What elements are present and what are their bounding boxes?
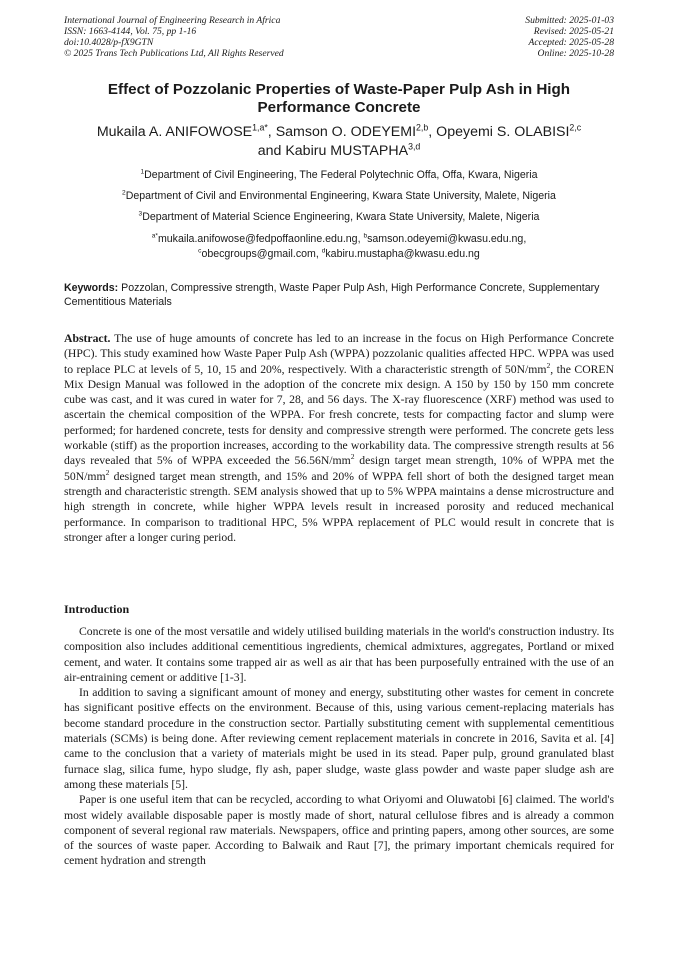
body-paragraph: In addition to saving a significant amount of money and energy, substituting other wastes for cement in concrete has significant positive effects on the environment. Because of this, using various cement-replacing materials has become standard procedure in the construction sector. Partially substituting cement with supplemental cementitious materials (SCMs) is being done. After reviewing cement replacement materials in concrete in 2016, Savita et al. [4] came to the conclusion that a variety of materials might be used in its stead. Paper pulp, ground granulated blast furnace slag, silica fume, hypo sludge, fly ash, paper sludge, waste glass powder and waste paper sludge ash are among these materials [5].: [64, 686, 614, 791]
journal-copyright: © 2025 Trans Tech Publications Ltd, All Rights Reserved: [64, 48, 284, 59]
email-separator: ,: [357, 233, 364, 245]
author-affiliation-mark: 1,a*: [252, 122, 268, 133]
author-list: [58, 123, 620, 161]
author-name: Kabiru MUSTAPHA: [285, 143, 409, 159]
journal-name: International Journal of Engineering Research in Africa: [64, 15, 281, 26]
abstract-text: design target mean strength, 10% of WPPA met the 50N/mm: [64, 454, 615, 483]
email-address: kabiru.mustapha@kwasu.edu.ng: [325, 247, 480, 260]
abstract-label: Abstract.: [64, 332, 111, 345]
affiliation: [60, 169, 618, 182]
affiliation-text: Department of Civil Engineering, The Federal Polytechnic Offa, Offa, Kwara, Nigeria: [144, 169, 538, 181]
date-accepted: Accepted: 2025-05-28: [528, 37, 614, 48]
email-separator: ,: [315, 247, 322, 260]
date-submitted: Submitted: 2025-01-03: [525, 15, 614, 26]
email-separator: ,: [523, 233, 527, 245]
body-paragraph: Paper is one useful item that can be recycled, according to what Oriyomi and Oluwatobi [6] claimed. The world's most widely available disposable paper is mostly made of short, natural cellulose fibres and is already a common component of several regional raw materials. Newspapers, office and printing papers, among other sources, are some of the sources of waste paper. According to Balwaik and Raut [7], the primary important chemicals required for cement hydration and strength: [64, 793, 614, 868]
email-mark: c: [198, 246, 202, 254]
body-paragraph: Concrete is one of the most versatile and widely utilised building materials in the world's construction industry. Its composition also includes additional cementitious ingredients, chemical admixtures, aggregates, Portland or mixed cement, and water. It contains some trapped air as well as air that has been purposefully entrained with the use of an air-entraining cement or additive [1-3].: [64, 625, 614, 684]
author-name: Mukaila A. ANIFOWOSE: [96, 124, 253, 140]
author-name: Opeyemi S. OLABISI: [436, 124, 570, 140]
author-affiliation-mark: 2,c: [569, 122, 582, 133]
affiliation: [60, 190, 618, 203]
abstract-text: The use of huge amounts of concrete has led to an increase in the focus on High Performance Concrete (HPC). This study examined how Waste Paper Pulp Ash (WPPA) pozzolanic qualities affected HPC. WPPA was used to replace PLC at levels of 5, 10, 15 and 20%, respectively. With a characteristic strength of 50N/mm: [64, 332, 614, 376]
section-heading: Introduction: [64, 602, 130, 616]
email-address: samson.odeyemi@kwasu.edu.ng: [367, 233, 524, 245]
keywords-block: [64, 282, 614, 309]
paper-title: Effect of Pozzolanic Properties of Waste-Paper Pulp Ash in High Performance Concrete: [107, 81, 571, 116]
author-separator: ,: [267, 124, 276, 140]
affiliation-mark: 1: [140, 168, 145, 176]
email-address: mukaila.anifowose@fedpoffaonline.edu.ng: [157, 233, 358, 245]
keywords-text: Pozzolan, Compressive strength, Waste Paper Pulp Ash, High Performance Concrete, Supplementary Cementitious Materials: [64, 282, 600, 308]
author-affiliation-mark: 2,b: [416, 122, 429, 133]
affiliation-mark: 3: [138, 210, 143, 218]
unit-superscript: 2: [105, 467, 110, 477]
abstract-text: , the COREN Mix Design Manual was followed in the adoption of the concrete mix design. A 150 by 150 by 150 mm concrete cube was cast, and it was cured in water for 7, 28, and 56 days. The X-ray fluorescence (XRF) method was used to ascertain the chemical composition of the WPPA. For fresh concrete, tests for compacting factor and slump were performed; for hardened concrete, tests for density and compressive strength were performed. The concrete gets less workable (stiff) as the proportion increases, according to the workability data. The compressive strength results at 56 days revealed that 5% of WPPA exceeded the 56.56N/mm: [64, 362, 615, 468]
affiliation-mark: 2: [122, 189, 126, 197]
author-separator: and: [257, 143, 286, 159]
author-emails: [60, 232, 618, 261]
email-mark: a*: [151, 232, 158, 240]
affiliation-text: Department of Material Science Engineering, Kwara State University, Malete, Nigeria: [142, 211, 540, 223]
unit-superscript: 2: [546, 360, 551, 370]
journal-info: [64, 15, 284, 59]
affiliation-text: Department of Civil and Environmental Engineering, Kwara State University, Malete, Nigeria: [125, 190, 556, 202]
abstract-block: [64, 331, 614, 545]
submission-dates: [525, 15, 614, 59]
journal-doi: doi:10.4028/p-fX9GTN: [64, 37, 154, 48]
email-mark: d: [321, 246, 326, 254]
affiliation: [60, 211, 618, 224]
keywords-label: Keywords:: [64, 282, 119, 294]
email-mark: b: [363, 232, 368, 240]
abstract-text: designed target mean strength, and 15% and 20% of WPPA fell short of both the designed target mean strength and characteristic strength. SEM analysis showed that up to 5% WPPA maintains a dense microstructure and high strength in concrete, while higher WPPA levels result in increased porosity and reduced mechanical performance. In comparison to traditional HPC, 5% WPPA replacement of PLC would result in concrete that is stronger after a longer curing period.: [64, 469, 614, 544]
date-online: Online: 2025-10-28: [537, 48, 614, 59]
author-name: Samson O. ODEYEMI: [275, 124, 417, 140]
author-separator: ,: [428, 124, 437, 140]
unit-superscript: 2: [350, 452, 355, 462]
email-address: obecgroups@gmail.com: [201, 247, 316, 260]
author-affiliation-mark: 3,d: [408, 141, 421, 152]
date-revised: Revised: 2025-05-21: [533, 26, 614, 37]
introduction-body: [64, 624, 614, 869]
journal-issn: ISSN: 1663-4144, Vol. 75, pp 1-16: [64, 26, 197, 37]
